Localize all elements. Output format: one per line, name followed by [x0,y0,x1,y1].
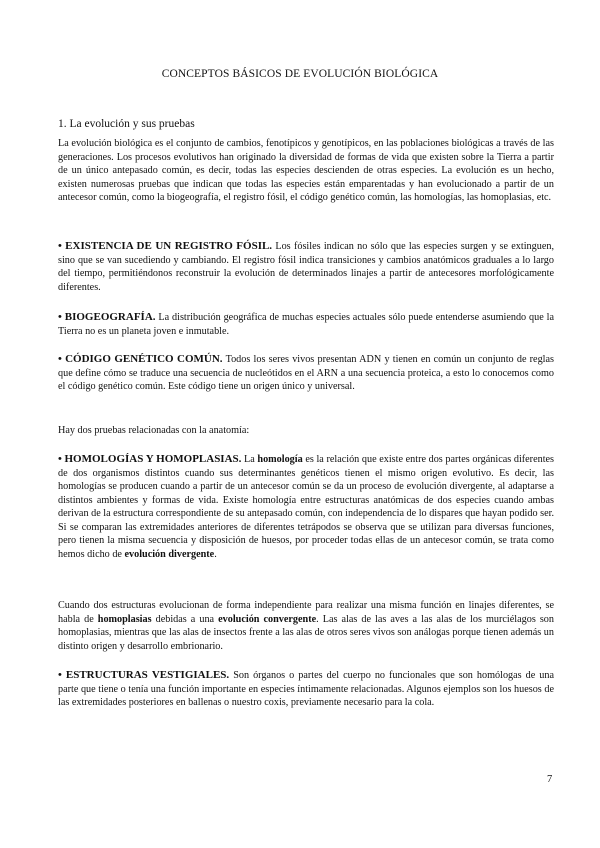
homoplasy-term: homoplasias [97,613,152,625]
genetic-code-text: Todos los seres vivos presentan ADN y tienen en común un conjunto de reglas que define cómo se traduce una secuencia de nucleótidos en el ARN a una secuencia proteica, a esto lo conocemos como el código genético común. Este código tiene un origen único y universal. [58,354,554,392]
biogeography-label: BIOGEOGRAFÍA. [64,311,156,323]
vestigial-structures-paragraph [58,669,554,710]
homology-label: HOMOLOGÍAS Y HOMOPLASIAS. [64,453,242,465]
fossil-record-label: EXISTENCIA DE UN REGISTRO FÓSIL. [65,240,273,252]
convergent-evolution-term: evolución convergente [218,613,317,625]
homoplasy-text-b: debidas a una [151,613,219,625]
homology-text-c: . [214,548,217,560]
section-heading: 1. La evolución y sus pruebas [58,118,195,130]
bullet: • [58,240,62,252]
biogeography-text: La distribución geográfica de muchas especies actuales sólo puede entenderse asumiendo que la Tierra no es un planeta joven e inmutable. [58,312,554,337]
bullet: • [58,453,62,465]
fossil-record-paragraph [58,240,554,294]
bullet: • [58,311,62,323]
divergent-evolution-term: evolución divergente [124,548,215,560]
anatomy-intro-paragraph: Hay dos pruebas relacionadas con la anatomía: [58,425,250,436]
page-number: 7 [547,774,553,785]
bullet: • [58,669,62,681]
genetic-code-label: CÓDIGO GENÉTICO COMÚN. [65,353,223,365]
genetic-code-paragraph [58,353,554,394]
homoplasy-text-c: . Las alas de las aves a las alas de los murciélagos son homoplasias, mientras que las alas de insectos frente a las alas de otros seres vivos son análogas porque tienen además un distinto origen y desarrollo embrionario. [58,613,554,652]
vestigial-structures-text: Son órganos o partes del cuerpo no funcionales que son homólogas de una parte que tiene o tenía una función importante en especies íntimamente relacionadas. Algunos ejemplos son los huesos de las extremidades posteriores en ballenas o nuestro coxis, previamente necesario para la cola. [58,670,555,708]
homology-text-a: La [241,454,258,465]
homoplasy-paragraph [58,599,554,653]
fossil-record-text: Los fósiles indican no sólo que las especies surgen y se extinguen, sino que se van sucediendo y cambiando. El registro fósil indica transiciones y cambios anatómicos graduales a lo largo del tiempo, permitiéndonos reconstruir la evolución de determinados linajes a partir de antecesores morfológicamente diferentes. [58,241,554,293]
homology-term: homología [257,454,303,465]
biogeography-paragraph [58,311,554,338]
intro-paragraph: La evolución biológica es el conjunto de cambios, fenotípicos y genotípicos, en las poblaciones biológicas a través de las generaciones. Los procesos evolutivos han originado la diversidad de formas de vida que existen sobre la Tierra a partir de un único antepasado común, es decir, todas las especies descienden de otras especies. La evolución es un hecho, existen numerosas pruebas que indican que todas las especies están emparentadas y han evolucionado a partir de un antecesor común, como la biogeografía, el registro fósil, el código genético común, las homologías, las homoplasias, etc. [58,138,554,203]
homoplasy-text-a: Cuando dos estructuras evolucionan de forma independiente para realizar una misma función en linajes diferentes, se habla de [58,600,554,625]
homology-paragraph [58,453,554,561]
document-title: CONCEPTOS BÁSICOS DE EVOLUCIÓN BIOLÓGICA [161,68,439,80]
homology-text-b: es la relación que existe entre dos partes orgánicas diferentes de dos organismos distintos cuando sus determinantes genéticos tienen el mismo origen evolutivo. Es decir, las homologías se producen cuando a partir de un antecesor común se da un proceso de evolución divergente, al adaptarse a distintos ambientes y formas de vida. Existe homología entre estructuras anatómicas de dos especies cuando ambas derivan de la estructura correspondiente de su antepasado común, con independencia de lo dispares que hayan podido ser. Si se comparan las extremidades anteriores de diferentes tetrápodos se observa que se utilizan para diversas funciones, pero tienen la misma secuencia y disposición de huesos, por proceder todas ellas de un antecesor común, se trata como hemos dicho de [58,454,555,560]
vestigial-structures-label: ESTRUCTURAS VESTIGIALES. [65,669,230,681]
bullet: • [58,353,62,365]
